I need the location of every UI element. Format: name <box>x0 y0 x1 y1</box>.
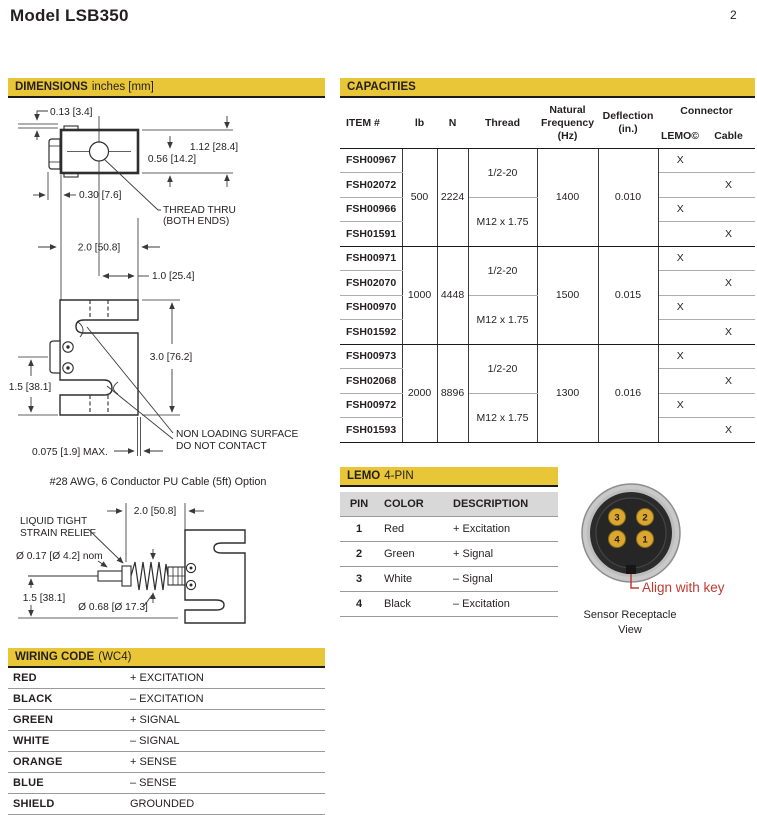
item-number: FSH01591 <box>340 222 402 247</box>
non-loading-note: NON LOADING SURFACE <box>176 429 299 440</box>
cable-mark: X <box>702 271 755 296</box>
col-header-lb: lb <box>402 99 437 148</box>
deflection: 0.016 <box>598 344 658 442</box>
svg-text:4: 4 <box>614 534 620 546</box>
connector-pin-1 <box>637 531 654 548</box>
connector-receptacle-diagram <box>577 482 757 644</box>
thread-thru-note: THREAD THRU <box>163 205 236 216</box>
capacities-header-title: CAPACITIES <box>347 81 416 93</box>
lemo-header-title: LEMO <box>347 470 381 482</box>
item-number: FSH00972 <box>340 393 402 418</box>
lemo-header-subtitle: 4-PIN <box>384 470 414 482</box>
capacity-n: 2224 <box>437 148 468 246</box>
capacities-table <box>340 99 755 443</box>
wiring-row <box>8 752 325 773</box>
thread-size: M12 x 1.75 <box>468 197 537 246</box>
item-number: FSH01592 <box>340 320 402 345</box>
connector-pin-2 <box>637 509 654 526</box>
pin-number: 1 <box>355 523 363 535</box>
wire-color-label: GREEN <box>13 714 54 726</box>
wiring-header-subtitle: (WC4) <box>98 651 132 663</box>
load-cell-front-view-drawing <box>9 218 299 458</box>
cable-mark <box>702 295 755 320</box>
lemo-mark: X <box>658 295 702 320</box>
lemo-mark <box>658 369 702 394</box>
item-number: FSH00967 <box>340 148 402 173</box>
cable-mark: X <box>702 173 755 198</box>
cable-option-caption: #28 AWG, 6 Conductor PU Cable (5ft) Option <box>49 476 267 488</box>
wire-color-label: BLUE <box>13 777 44 789</box>
item-number: FSH02072 <box>340 173 402 198</box>
dimensions-header-title: DIMENSIONS <box>15 81 88 93</box>
wire-color-label: BLACK <box>13 693 53 705</box>
col-header-n: N <box>437 99 468 148</box>
lemo-mark: X <box>658 148 702 173</box>
wire-function: – Excitation <box>453 598 510 610</box>
item-number: FSH00973 <box>340 344 402 369</box>
capacity-n: 8896 <box>437 344 468 442</box>
lemo-pin-row <box>340 592 558 617</box>
capacities-section-header <box>340 78 755 98</box>
lemo-mark: X <box>658 246 702 271</box>
dimensions-header-units: inches [mm] <box>91 81 154 93</box>
dim-label: Ø 0.68 [Ø 17.3] <box>78 602 148 613</box>
item-number: FSH02070 <box>340 271 402 296</box>
cable-mark: X <box>702 369 755 394</box>
col-header-description: DESCRIPTION <box>453 498 529 510</box>
wire-function-label: + EXCITATION <box>130 672 204 684</box>
cable-mark <box>702 344 755 369</box>
col-header-frequency: Natural Frequency (Hz) <box>537 99 598 148</box>
dim-label: 2.0 [50.8] <box>77 242 121 254</box>
dimensions-section-header <box>8 78 325 98</box>
dim-label: 2.0 [50.8] <box>133 506 177 517</box>
pin-number: 4 <box>355 598 363 610</box>
dim-label: 0.56 [14.2] <box>147 154 197 165</box>
lemo-mark <box>658 173 702 198</box>
wire-function-label: – SIGNAL <box>130 735 180 747</box>
wiring-code-section-header <box>8 648 325 668</box>
wire-function-label: + SIGNAL <box>130 714 180 726</box>
thread-size: 1/2-20 <box>468 148 537 197</box>
natural-frequency: 1400 <box>537 148 598 246</box>
wire-function-label: + SENSE <box>130 756 177 768</box>
thread-size: 1/2-20 <box>468 344 537 393</box>
col-header-color: COLOR <box>384 498 424 510</box>
wire-color-label: RED <box>13 672 37 684</box>
wire-function: + Signal <box>453 548 494 560</box>
lemo-table-header <box>340 492 558 517</box>
wire-function: + Excitation <box>453 523 511 535</box>
wire-color-label: WHITE <box>13 735 50 747</box>
svg-text:3: 3 <box>614 512 620 524</box>
wiring-row <box>8 773 325 794</box>
wire-color: Green <box>384 548 415 560</box>
col-header-connector: Connector <box>680 105 733 118</box>
lemo-pin-row <box>340 567 558 592</box>
col-header-pin: PIN <box>349 498 369 510</box>
wiring-row <box>8 710 325 731</box>
dim-label: 1.5 [38.1] <box>8 382 52 393</box>
item-number: FSH01593 <box>340 418 402 443</box>
deflection: 0.010 <box>598 148 658 246</box>
connector-pin-3 <box>609 509 626 526</box>
item-number: FSH00966 <box>340 197 402 222</box>
cable-mark: X <box>702 418 755 443</box>
dim-label: 0.075 [1.9] MAX. <box>32 447 108 458</box>
item-number: FSH02068 <box>340 369 402 394</box>
dim-label: 1.5 [38.1] <box>22 593 66 604</box>
cable-mark <box>702 148 755 173</box>
wire-color-label: ORANGE <box>13 756 63 768</box>
thread-size: M12 x 1.75 <box>468 393 537 442</box>
thread-thru-note-2: (BOTH ENDS) <box>163 216 230 227</box>
page-number: 2 <box>730 8 737 22</box>
dim-label: 1.12 [28.4] <box>189 142 239 153</box>
lemo-mark: X <box>658 197 702 222</box>
lemo-mark: X <box>658 393 702 418</box>
capacity-n: 4448 <box>437 246 468 344</box>
item-number: FSH00971 <box>340 246 402 271</box>
receptacle-caption-2: View <box>618 624 642 636</box>
lemo-mark <box>658 418 702 443</box>
col-header-item: ITEM # <box>340 99 402 148</box>
item-number: FSH00970 <box>340 295 402 320</box>
lemo-mark <box>658 222 702 247</box>
wiring-code-table <box>8 668 325 815</box>
cable-mark: X <box>702 320 755 345</box>
deflection: 0.015 <box>598 246 658 344</box>
thread-size: 1/2-20 <box>468 246 537 295</box>
dim-label: 3.0 [76.2] <box>149 352 193 363</box>
wire-function-label: – SENSE <box>130 777 177 789</box>
lemo-pinout-table <box>340 492 558 617</box>
capacity-lb: 2000 <box>402 344 437 442</box>
col-header-lemo: LEMO© <box>658 125 702 148</box>
cable-option-drawing <box>16 476 266 623</box>
connector-key-notch <box>626 565 636 574</box>
capacity-lb: 500 <box>402 148 437 246</box>
align-with-key-note: Align with key <box>642 580 725 595</box>
lemo-pin-row <box>340 517 558 542</box>
dim-label: 1.0 [25.4] <box>152 271 195 282</box>
capacity-lb: 1000 <box>402 246 437 344</box>
wire-color: Black <box>384 598 411 610</box>
natural-frequency: 1500 <box>537 246 598 344</box>
lemo-mark: X <box>658 344 702 369</box>
pin-number: 2 <box>355 548 363 560</box>
load-cell-top-view-drawing <box>18 107 238 300</box>
capacities-row <box>340 246 755 271</box>
lemo-section-header <box>340 467 558 487</box>
wire-function-label: – EXCITATION <box>130 693 204 705</box>
connector-pin-4 <box>609 531 626 548</box>
capacities-row <box>340 148 755 173</box>
wiring-row <box>8 668 325 689</box>
receptacle-caption: Sensor Receptacle <box>583 609 677 621</box>
natural-frequency: 1300 <box>537 344 598 442</box>
wire-function-label: GROUNDED <box>130 798 195 810</box>
dim-label: 0.30 [7.6] <box>79 190 122 201</box>
lemo-mark <box>658 271 702 296</box>
cable-mark <box>702 197 755 222</box>
dim-label: 0.13 [3.4] <box>50 107 93 118</box>
wire-function: – Signal <box>453 573 493 585</box>
col-header-cable: Cable <box>702 125 755 148</box>
svg-text:1: 1 <box>642 534 648 546</box>
wiring-row <box>8 689 325 710</box>
non-loading-note-2: DO NOT CONTACT <box>176 441 267 452</box>
page-title: Model LSB350 <box>10 6 129 25</box>
wiring-row <box>8 731 325 752</box>
strain-relief-note: LIQUID TIGHT <box>20 516 88 527</box>
wire-color: Red <box>384 523 405 535</box>
svg-text:2: 2 <box>642 512 648 524</box>
strain-relief-note-2: STRAIN RELIEF <box>20 528 96 539</box>
col-header-thread: Thread <box>468 99 537 148</box>
capacities-row <box>340 344 755 369</box>
wire-color: White <box>384 573 413 585</box>
cable-mark <box>702 393 755 418</box>
wiring-row <box>8 794 325 815</box>
lemo-pin-row <box>340 542 558 567</box>
cable-mark <box>702 246 755 271</box>
dim-label: Ø 0.17 [Ø 4.2] nom <box>16 551 103 562</box>
wire-color-label: SHIELD <box>13 798 55 810</box>
thread-size: M12 x 1.75 <box>468 295 537 344</box>
lemo-mark <box>658 320 702 345</box>
col-header-deflection: Deflection (in.) <box>598 99 658 148</box>
pin-number: 3 <box>355 573 363 585</box>
cable-mark: X <box>702 222 755 247</box>
wiring-header-title: WIRING CODE <box>15 651 95 663</box>
dimension-drawings <box>8 98 335 643</box>
